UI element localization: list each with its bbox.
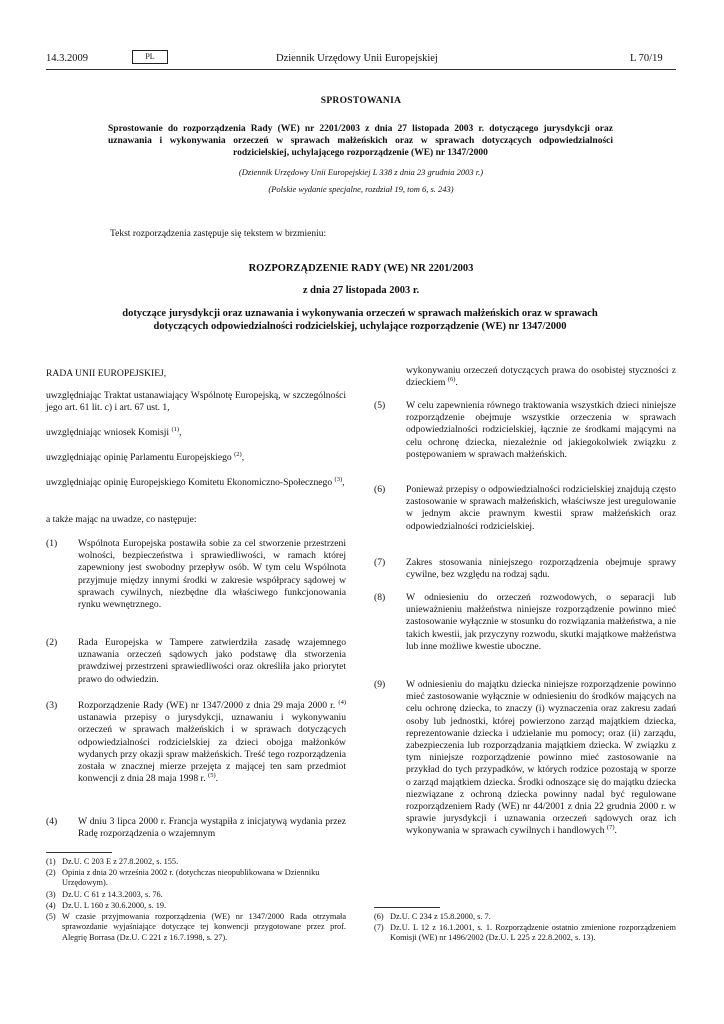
whereas-intro: a także mając na uwadze, co następuje: [46,514,197,525]
footnote-divider [46,852,112,853]
footnote-text: Dz.U. C 61 z 14.3.2003, s. 76. [62,890,163,899]
footnote-number: (3) [46,890,56,899]
recital-text-part: wykonywaniu orzeczeń dotyczących prawa do osobistej styczności z dzieckiem [406,365,676,389]
footnote-number: (2) [46,868,56,877]
citation-commission [46,427,346,439]
recital-6 [374,484,676,546]
corrigendum-reference: (Dziennik Urzędowy Unii Europejskiej L 338 z dnia 23 grudnia 2003 r.) [238,167,484,177]
punctuation: , [241,452,245,463]
recital-text: W odniesieniu do orzeczeń rozwodowych, o separacji lub unieważnieniu małżeństwa niniejsze rozporządzenie powinno mieć zastosowanie wyłącznie w stosunku do rozwiązania małżeństwa, a nie takich kwestii, jak przyczyny rozwodu, skutki majątkowe małżeństwa lub inne możliwe kwestie uboczne. [406,592,676,652]
recital-text [78,700,346,785]
footnote-ref: (2) [234,450,242,458]
recital-text: Rada Europejska w Tampere zatwierdziła zasadę wzajemnego uznawania orzeczeń sądowych jako podstawę dla stworzenia prawdziwej przestrzeni sprawiedliwości oraz określiła jako priorytet prawo do odwiedzin. [78,637,346,685]
footnote-ref: (6) [447,376,456,384]
recital-9 [374,679,676,899]
citation-treaty: uwzględniając Traktat ustanawiający Wspólnotę Europejską, w szczególności jego art. 61 lit. c) i art. 67 ust. 1, [46,390,346,414]
recital-2 [46,637,346,697]
recital-number: (7) [374,557,386,568]
footnote-text: Dz.U. L 12 z 16.1.2001, s. 1. Rozporządzenie ostatnio zmienione rozporządzeniem Komisji (WE) nr 1496/2002 (Dz.U. L 225 z 22.8.2002, s. 13). [390,923,676,943]
footnote-text: W czasie przyjmowania rozporządzenia (WE) nr 1347/2000 Rada otrzymała sprawozdanie wyjaśniające dotyczące tej konwencji przygotowane przez prof. Alegrię Borrasa (Dz.U. C 221 z 16.7.1998, s. 27). [62,912,346,942]
journal-title: Dziennik Urzędowy Unii Europejskiej [276,53,438,64]
page-number: L 70/19 [630,53,663,64]
header-date: 14.3.2009 [46,53,88,64]
footnote [46,890,346,901]
footnote-number: (7) [374,923,384,932]
recital-number: (8) [374,592,386,603]
recital-7 [374,557,676,582]
recital-text-part: Rozporządzenie Rady (WE) nr 1347/2000 z dnia 29 maja 2000 r. [78,700,336,711]
recital-text-part: W odniesieniu do majątku dziecka niniejsze rozporządzenie powinno mieć zastosowanie wyłącznie w odniesieniu do środków mających na celu ochronę dziecka, to znaczy (i) wyznaczenia oraz zakresu zadań osoby lub jednostki, której powierzono zarząd majątkiem dziecka, reprezentowanie dziecka i udzielanie mu pomocy; oraz (ii) zarządu, zabezpieczenia lub rozporządzania majątkiem dziecka. W związku z tym niniejsze rozporządzenie powinno mieć zastosowanie na przykład do tych przypadków, w których rodzice pozostają w sporze o zarząd majątkiem dziecka. Środki odnoszące się do majątku dziecka niezwiązane z ochroną dziecka powinny nadal być regulowane rozporządzeniem Rady (WE) nr 44/2001 z dnia 22 grudnia 2000 r. w sprawie jurysdykcji i uznawania orzeczeń sądowych oraz ich wykonywania w sprawach cywilnych i handlowych [406,679,676,837]
citation-committee [46,477,346,489]
punctuation: , [179,427,182,438]
language-badge: PL [132,50,168,64]
footnote [46,868,346,890]
footnote-number: (1) [46,857,56,866]
recital-text-part: ustanawia przepisy o jurysdykcji, uznawaniu i wykonywaniu orzeczeń w sprawach małżeńskich i w sprawach dotyczących odpowiedzialności rodzicielskiej za dzieci obojga małżonków wydanych przy okazji spraw małżeńskich. Treść tego rozporządzenia została w znacznej mierze przejęta z mającej ten sam przedmiot konwencji z dnia 28 maja 1998 r. [78,712,346,785]
recital-text: Wspólnota Europejska postawiła sobie za cel stworzenie przestrzeni wolności, bezpieczeństwa i sprawiedliwości, w ramach której zapewniony jest swobodny przepływ osób. W tym celu Wspólnota przyjmuje między innymi środki w zakresie współpracy sądowej w sprawach cywilnych, niezbędne dla właściwego funkcjonowania rynku wewnętrznego. [78,538,346,611]
recital-8 [374,592,676,667]
council-heading: RADA UNII EUROPEJSKIEJ, [46,368,167,379]
header-divider [46,69,676,70]
recital-text: W celu zapewnienia równego traktowania wszystkich dzieci niniejsze rozporządzenie obejmuje wszystkie orzeczenia w sprawach odpowiedzialności rodzicielskiej, łącznie ze środkami mającymi na celu ochronę dziecka, niezależnie od jakiegokolwiek związku z postępowaniem w sprawach małżeńskich. [406,400,676,460]
citation-text: uwzględniając opinię Europejskiego Komitetu Ekonomiczno-Społecznego [46,477,333,488]
footnote-ref: (5) [208,772,216,780]
punctuation: , [342,477,345,488]
recital-5 [374,400,676,475]
regulation-date: z dnia 27 listopada 2003 r. [302,285,420,296]
footnote-ref: (4) [338,698,346,706]
recital-number: (3) [46,700,58,711]
recital-number: (4) [46,816,58,827]
recital-text: Ponieważ przepisy o odpowiedzialności rodzicielskiej znajdują często zastosowanie w sprawach małżeńskich, właściwsze jest uregulowanie w jednym akcie prawnym kwestii spraw małżeńskich oraz odpowiedzialności rodzicielskiej. [406,484,676,532]
recital-1 [46,538,346,628]
recital-4-continued [406,365,676,389]
footnote [46,901,346,912]
footnote-divider [374,907,440,908]
footnote-ref: (7) [606,824,615,832]
footnote [374,923,676,956]
recital-number: (1) [46,538,58,549]
recital-number: (9) [374,679,386,690]
special-edition-reference: (Polskie wydanie specjalne, rozdział 19, tom 6, s. 243) [268,184,454,194]
footnote-number: (4) [46,901,56,910]
footnote-text: Dz.U. C 234 z 15.8.2000, s. 7. [390,912,491,921]
footnote-ref: (1) [171,425,180,433]
recital-3 [46,700,346,810]
recital-text: W dniu 3 lipca 2000 r. Francja wystąpiła z inicjatywą wydania przez Radę rozporządzenia o wzajemnym [78,816,346,840]
citation-text: uwzględniając wniosek Komisji [46,427,170,438]
recital-number: (6) [374,484,386,495]
citation-text: uwzględniając opinię Parlamentu Europejskiego [46,452,232,463]
recital-4 [46,816,346,846]
recital-text: Zakres stosowania niniejszego rozporządzenia obejmuje sprawy cywilne, bez względu na rodzaj sądu. [406,557,676,581]
footnote-number: (6) [374,912,384,921]
regulation-subject: dotyczące jurysdykcji oraz uznawania i wykonywania orzeczeń w sprawach małżeńskich oraz w sprawach dotyczących odpowiedzialności rodzicielskiej, uchylające rozporządzenie (WE) nr 1347/2000 [122,308,598,332]
footnote [46,912,346,956]
punctuation: . [215,773,219,785]
replacement-note: Tekst rozporządzenia zastępuje się tekstem w brzmieniu: [110,229,327,239]
footnote-ref: (3) [334,475,343,483]
recital-text [406,679,676,838]
citation-parliament [46,452,346,464]
footnote-text: Dz.U. C 203 E z 27.8.2002, s. 155. [62,857,179,866]
recital-number: (2) [46,637,58,648]
recital-number: (5) [374,400,386,411]
footnote-text: Dz.U. L 160 z 30.6.2000, s. 19. [62,901,167,910]
footnote [46,857,346,868]
punctuation: . [614,825,617,837]
punctuation: . [455,377,458,389]
footnote-text: Opinia z dnia 20 września 2002 r. (dotychczas nieopublikowana w Dzienniku Urzędowym). [62,868,320,888]
regulation-title: ROZPORZĄDZENIE RADY (WE) NR 2201/2003 [248,263,474,274]
footnote-number: (5) [46,912,56,921]
footnote [374,912,676,923]
corrigendum-title: Sprostowanie do rozporządzenia Rady (WE) nr 2201/2003 z dnia 27 listopada 2003 r. dotyczącego jurysdykcji oraz uznawania i wykonywania orzeczeń w sprawach małżeńskich oraz w sprawach dotyczących odpowiedzialności rodzicielskiej, uchylającego rozporządzenie (WE) nr 1347/2000 [108,124,613,158]
section-heading: SPROSTOWANIA [320,96,402,106]
